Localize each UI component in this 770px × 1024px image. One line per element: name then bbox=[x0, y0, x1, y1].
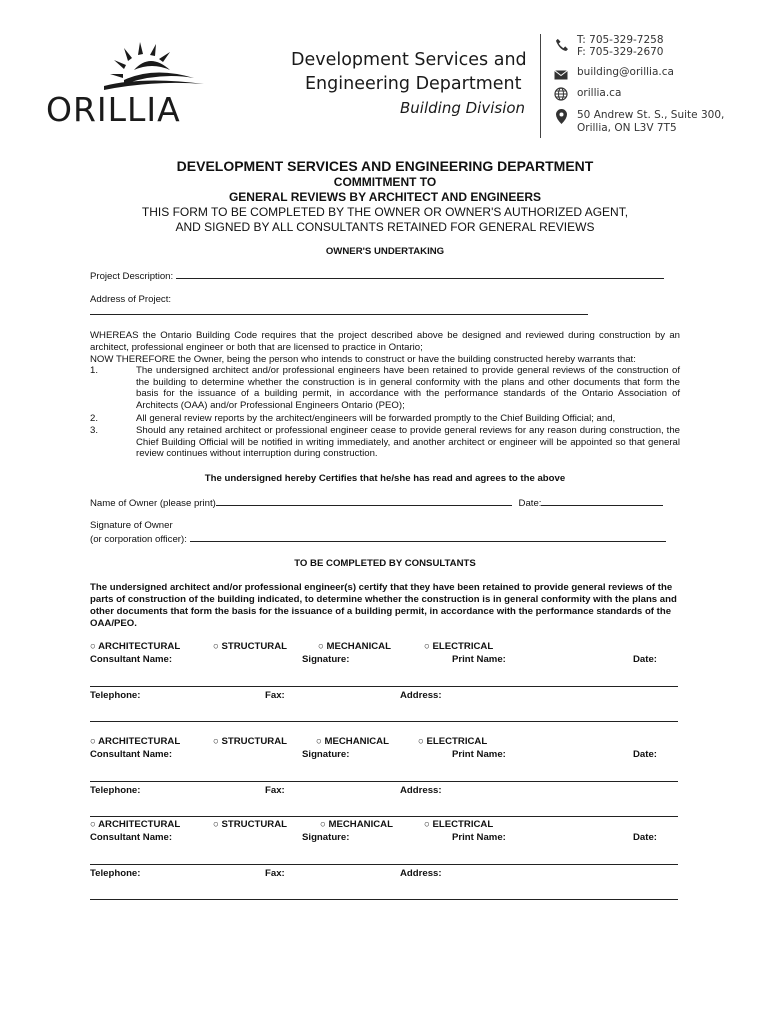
checkbox-mechanical[interactable]: ○ MECHANICAL bbox=[316, 736, 389, 747]
list-item-1 bbox=[90, 365, 680, 411]
list-item-3-number: 3. bbox=[90, 425, 99, 436]
checkbox-electrical[interactable]: ○ ELECTRICAL bbox=[424, 641, 494, 652]
website-link[interactable]: orillia.ca bbox=[577, 87, 622, 99]
project-description-label: Project Description: bbox=[90, 271, 174, 282]
checkbox-electrical[interactable]: ○ ELECTRICAL bbox=[418, 736, 488, 747]
owner-heading: OWNER'S UNDERTAKING bbox=[325, 246, 445, 257]
logo-text: ORILLIA bbox=[46, 90, 181, 129]
consultants-statement: The undersigned architect and/or professional engineer(s) certify that they have been retained to provide general reviews of the parts of construction of the building indicated, to determine whether the construction is in general conformity with the plans and other documents that form the basis for the issuance of a building permit, in accordance with the performance standards of the OAA/PEO. bbox=[90, 582, 677, 629]
title-main: DEVELOPMENT SERVICES AND ENGINEERING DEPARTMENT bbox=[176, 158, 594, 174]
email-link[interactable]: building@orillia.ca bbox=[577, 66, 674, 78]
signature-label: Signature: bbox=[302, 654, 350, 665]
telephone-label: Telephone: bbox=[90, 868, 141, 879]
consultant-name-label: Consultant Name: bbox=[90, 832, 173, 843]
now-therefore-text: NOW THEREFORE the Owner, being the person who intends to construct or have the building constructed hereby warrants that: bbox=[90, 354, 636, 365]
print-name-label: Print Name: bbox=[452, 832, 506, 843]
consultant-signature-line[interactable] bbox=[90, 686, 678, 687]
checkbox-structural[interactable]: ○ STRUCTURAL bbox=[213, 736, 288, 747]
owner-signature-label-1: Signature of Owner bbox=[90, 520, 173, 531]
fax-label: Fax: bbox=[265, 690, 285, 701]
checkbox-architectural[interactable]: ○ ARCHITECTURAL bbox=[90, 819, 181, 830]
address-of-project-field[interactable] bbox=[90, 314, 588, 315]
dept-line1: Development Services and bbox=[291, 50, 527, 70]
checkbox-structural[interactable]: ○ STRUCTURAL bbox=[213, 819, 288, 830]
consultant-name-label: Consultant Name: bbox=[90, 654, 173, 665]
project-description-row bbox=[90, 269, 680, 282]
address-label: Address: bbox=[400, 868, 442, 879]
consultant-block-1 bbox=[0, 641, 770, 731]
location-icon bbox=[556, 109, 567, 129]
owner-name-label: Name of Owner (please print) bbox=[90, 498, 216, 509]
date-label: Date: bbox=[633, 749, 657, 760]
certifies-text: The undersigned hereby Certifies that he/she has read and agrees to the above bbox=[204, 473, 566, 484]
list-item-2 bbox=[90, 413, 680, 425]
dept-line2: Engineering Department bbox=[305, 74, 522, 94]
consultant-signature-line[interactable] bbox=[90, 781, 678, 782]
telephone-label: Telephone: bbox=[90, 785, 141, 796]
consultant-block-2 bbox=[0, 736, 770, 826]
owner-date-label: Date: bbox=[518, 498, 542, 509]
globe-icon bbox=[554, 87, 568, 106]
list-item-3-text: Should any retained architect or professional engineer cease to provide general reviews for any reason during construction, the Chief Building Official will be notified in writing immediately, and another architect or engineer will be appointed so that general review continues without interruption during construction. bbox=[136, 425, 680, 460]
owner-signature-row bbox=[90, 532, 690, 545]
whereas-text: WHEREAS the Ontario Building Code requires that the project described above be designed and reviewed during construction by an architect, professional engineer or both that are licensed to practice in Ontario; bbox=[90, 330, 680, 353]
list-item-2-number: 2. bbox=[90, 413, 99, 424]
address-label: Address: bbox=[400, 785, 442, 796]
header-divider bbox=[540, 34, 541, 138]
owner-signature-field[interactable] bbox=[190, 532, 666, 542]
checkbox-mechanical[interactable]: ○ MECHANICAL bbox=[320, 819, 393, 830]
checkbox-electrical[interactable]: ○ ELECTRICAL bbox=[424, 819, 494, 830]
fax-text: F: 705-329-2670 bbox=[577, 46, 664, 58]
title-general-reviews: GENERAL REVIEWS BY ARCHITECT AND ENGINEERS bbox=[228, 190, 542, 204]
owner-name-row bbox=[90, 496, 690, 509]
date-label: Date: bbox=[633, 654, 657, 665]
checkbox-architectural[interactable]: ○ ARCHITECTURAL bbox=[90, 641, 181, 652]
telephone-label: Telephone: bbox=[90, 690, 141, 701]
owner-name-field[interactable] bbox=[216, 496, 512, 506]
address-label: Address: bbox=[400, 690, 442, 701]
consultant-contact-line[interactable] bbox=[90, 721, 678, 722]
title-commitment: COMMITMENT TO bbox=[333, 175, 437, 189]
print-name-label: Print Name: bbox=[452, 749, 506, 760]
list-item-3 bbox=[90, 425, 680, 460]
checkbox-mechanical[interactable]: ○ MECHANICAL bbox=[318, 641, 391, 652]
address-line1: 50 Andrew St. S., Suite 300, bbox=[577, 109, 725, 121]
fax-label: Fax: bbox=[265, 868, 285, 879]
mail-icon bbox=[554, 67, 568, 85]
checkbox-structural[interactable]: ○ STRUCTURAL bbox=[213, 641, 288, 652]
list-item-2-text: All general review reports by the architect/engineers will be forwarded promptly to the Chief Building Official; and, bbox=[136, 413, 616, 424]
address-line2: Orillia, ON L3V 7T5 bbox=[577, 122, 677, 134]
consultants-heading: TO BE COMPLETED BY CONSULTANTS bbox=[294, 558, 476, 569]
list-item-1-number: 1. bbox=[90, 365, 99, 376]
fax-label: Fax: bbox=[265, 785, 285, 796]
owner-signature-label-2: (or corporation officer): bbox=[90, 534, 187, 545]
consultant-block-3 bbox=[0, 819, 770, 909]
consultant-name-label: Consultant Name: bbox=[90, 749, 173, 760]
signature-label: Signature: bbox=[302, 749, 350, 760]
consultant-contact-line[interactable] bbox=[90, 899, 678, 900]
signature-label: Signature: bbox=[302, 832, 350, 843]
sun-logo-icon bbox=[84, 36, 214, 96]
list-item-1-text: The undersigned architect and/or professional engineers have been retained to provide general reviews of the construction of the building to determine whether the construction is in general conformity with the plans and other documents that form the basis for the issuance of a building permit, in accordance with the performance standards of the Ontario Association of Architects (OAA) and/or Professional Engineers Ontario (PEO); bbox=[136, 365, 680, 411]
consultant-contact-line[interactable] bbox=[90, 816, 678, 817]
title-instruction-2: AND SIGNED BY ALL CONSULTANTS RETAINED FOR GENERAL REVIEWS bbox=[175, 220, 595, 234]
project-description-field[interactable] bbox=[176, 269, 664, 279]
consultant-signature-line[interactable] bbox=[90, 864, 678, 865]
print-name-label: Print Name: bbox=[452, 654, 506, 665]
title-instruction-1: THIS FORM TO BE COMPLETED BY THE OWNER OR OWNER'S AUTHORIZED AGENT, bbox=[141, 205, 629, 219]
division: Building Division bbox=[400, 99, 526, 117]
date-label: Date: bbox=[633, 832, 657, 843]
owner-date-field[interactable] bbox=[541, 496, 663, 506]
address-of-project-label: Address of Project: bbox=[90, 294, 172, 305]
phone-text: T: 705-329-7258 bbox=[577, 34, 664, 46]
phone-icon bbox=[555, 38, 568, 56]
checkbox-architectural[interactable]: ○ ARCHITECTURAL bbox=[90, 736, 181, 747]
